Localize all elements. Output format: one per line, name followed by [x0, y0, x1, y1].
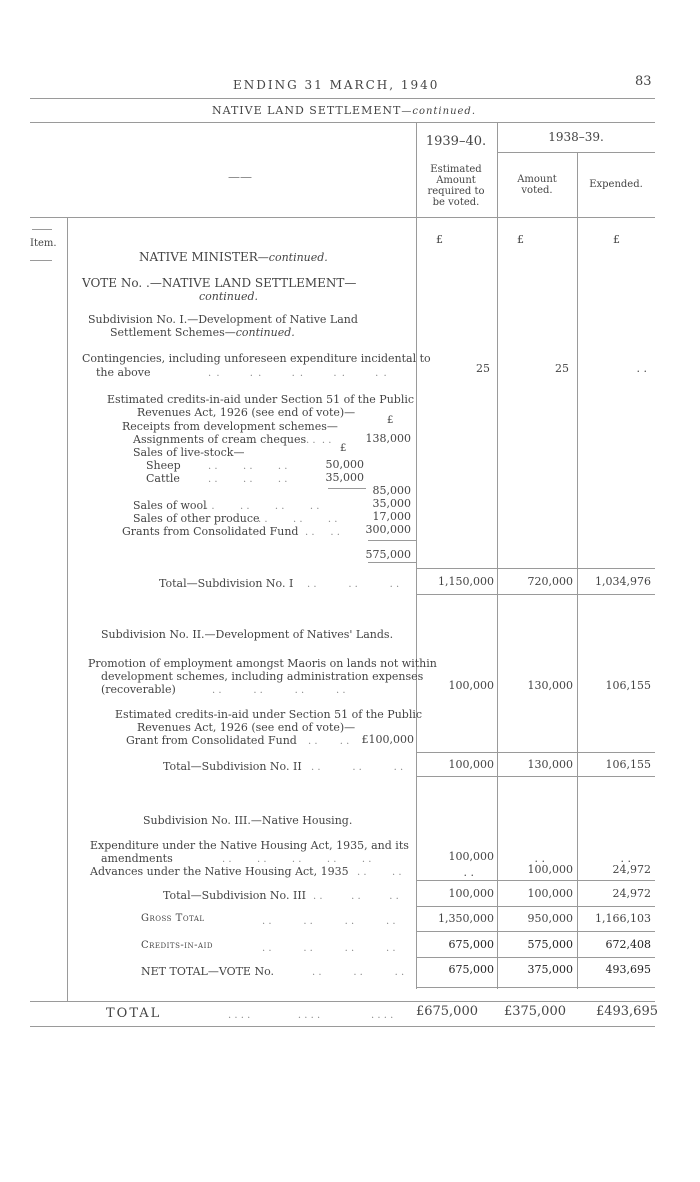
contingencies-estimated: 25 — [476, 362, 490, 375]
item-tick-bottom — [30, 260, 52, 261]
total2-voted: 130,000 — [527, 758, 573, 771]
gross-total-expended: 1,166,103 — [595, 912, 651, 925]
grand-total-voted: £375,000 — [503, 1004, 566, 1019]
credits-in-aid-label: Credits-in-aid — [141, 940, 213, 951]
promotion-a: Promotion of employment amongst Maoris on lands not within — [88, 657, 437, 670]
col-estimated-h1: Estimated — [430, 164, 482, 175]
section-title-cont: —continued. — [401, 106, 477, 117]
total3-estimated: 100,000 — [448, 887, 494, 900]
net-total-voted: 375,000 — [527, 963, 573, 976]
livestock-currency: £ — [340, 443, 347, 454]
contingencies-voted: 25 — [555, 362, 569, 375]
gross-bottom-rule — [416, 931, 655, 932]
gross-total-voted: 950,000 — [527, 912, 573, 925]
currency-col2: £ — [517, 233, 524, 246]
grants-leader: . . . . — [305, 527, 340, 538]
subdivision-1-heading-a: Subdivision No. I.—Development of Native Land — [88, 313, 358, 326]
contingencies-expended: . . — [636, 362, 647, 375]
total3-leader: . . . . . . — [313, 891, 399, 902]
total1-estimated: 1,150,000 — [438, 575, 494, 588]
total2-estimated: 100,000 — [448, 758, 494, 771]
housing-leader: . . . . . . . . . . — [222, 854, 372, 865]
housing-estimated: 100,000 — [448, 850, 494, 863]
promotion-estimated: 100,000 — [448, 679, 494, 692]
produce-value: 17,000 — [372, 510, 411, 523]
promotion-c: (recoverable) — [101, 683, 176, 696]
vote-heading: VOTE No. .—NATIVE LAND SETTLEMENT— — [82, 276, 357, 290]
assign-value: 138,000 — [365, 432, 411, 445]
housing-b: amendments — [101, 852, 173, 865]
total3-bottom-rule — [416, 906, 655, 907]
item-label: Item. — [30, 238, 57, 249]
col-estimated-h2: Amount — [436, 175, 476, 186]
promotion-leader: . . . . . . . . — [212, 685, 346, 696]
contingencies-a: Contingencies, including unforeseen expenditure incidental to — [82, 352, 431, 365]
page-number: 83 — [635, 74, 652, 89]
year-previous: 1938–39. — [548, 130, 604, 144]
advances-voted: 100,000 — [527, 863, 573, 876]
prev-year-rule — [497, 152, 655, 153]
contingencies-b: the above — [96, 366, 151, 379]
total1-top-rule — [416, 568, 655, 569]
running-title: ENDING 31 MARCH, 1940 — [233, 78, 440, 92]
total3-expended: 24,972 — [612, 887, 651, 900]
housing-a: Expenditure under the Native Housing Act, 1935, and its — [90, 839, 409, 852]
credits2-a: Estimated credits-in-aid under Section 51 of the Public — [115, 708, 423, 721]
net-bottom-rule — [416, 987, 655, 988]
subdivision-2-heading: Subdivision No. II.—Development of Natives' Lands. — [101, 628, 394, 641]
advances-leader: . . . . — [357, 867, 402, 878]
section-title-text: NATIVE LAND SETTLEMENT — [212, 104, 402, 117]
housing-voted: . . — [534, 852, 545, 865]
assign-leader: . . . . — [306, 435, 332, 446]
grand-total-label: TOTAL — [106, 1006, 162, 1021]
credits-in-aid-voted: 575,000 — [527, 938, 573, 951]
header-bottom-rule — [30, 217, 655, 218]
gross-total-leader: . . . . . . . . — [262, 916, 396, 927]
grand-total-leader: . . . . . . . . . . . . — [228, 1010, 394, 1021]
gross-total-estimated: 1,350,000 — [438, 912, 494, 925]
wool-label: Sales of wool — [133, 499, 207, 512]
credits-in-aid-estimated: 675,000 — [448, 938, 494, 951]
receipts-label: Receipts from development schemes— — [122, 420, 338, 433]
credits2-c: Grant from Consolidated Fund — [126, 734, 297, 747]
total1-label: Total—Subdivision No. I — [159, 577, 294, 590]
currency-col3: £ — [613, 233, 620, 246]
subdivision-1-heading-b — [110, 326, 295, 339]
receipts-currency: £ — [387, 415, 394, 426]
subdivision-3-heading: Subdivision No. III.—Native Housing. — [143, 814, 353, 827]
top-table-rule — [30, 122, 655, 123]
col-voted-header — [497, 174, 577, 196]
credits-total: 575,000 — [365, 548, 411, 561]
cattle-leader: . . . . . . — [208, 474, 288, 485]
net-total-leader: . . . . . . — [312, 967, 405, 978]
col-expended-header: Expended. — [589, 179, 643, 190]
produce-label: Sales of other produce — [133, 512, 260, 525]
gross-total-label: Gross Total — [141, 913, 205, 924]
total1-voted: 720,000 — [527, 575, 573, 588]
total2-bottom-rule — [416, 776, 655, 777]
minister-heading — [139, 250, 328, 264]
total1-leader: . . . . . . — [307, 579, 400, 590]
credits-in-aid-expended: 672,408 — [605, 938, 651, 951]
total3-label: Total—Subdivision No. III — [163, 889, 307, 902]
credits-in-aid-leader: . . . . . . . . — [262, 943, 396, 954]
section-title — [212, 104, 476, 117]
item-column-rule — [67, 218, 68, 1002]
total3-voted: 100,000 — [527, 887, 573, 900]
sheep-leader: . . . . . . — [208, 461, 288, 472]
produce-leader: . . . . . . — [258, 514, 338, 525]
sheep-value: 50,000 — [325, 458, 364, 471]
col-voted-h2: voted. — [521, 185, 553, 196]
promotion-b: development schemes, including administration expenses — [101, 670, 424, 683]
advances-estimated: . . — [463, 866, 474, 879]
vote-cont: continued. — [199, 290, 259, 303]
contingencies-leader: . . . . . . . . . . — [208, 368, 388, 379]
net-total-expended: 493,695 — [605, 963, 651, 976]
col-estimated-h3: required to — [427, 186, 485, 197]
total1-expended: 1,034,976 — [595, 575, 651, 588]
promotion-expended: 106,155 — [605, 679, 651, 692]
total2-top-rule — [416, 752, 655, 753]
col-estimated-header — [416, 164, 496, 208]
col-voted-h1: Amount — [517, 174, 557, 185]
credits2-value: £100,000 — [361, 733, 414, 746]
grants-value: 300,000 — [365, 523, 411, 536]
subdivision-1-heading-b-text: Settlement Schemes — [110, 326, 225, 339]
net-total-estimated: 675,000 — [448, 963, 494, 976]
promotion-voted: 130,000 — [527, 679, 573, 692]
grants-label: Grants from Consolidated Fund — [122, 525, 299, 538]
total1-bottom-rule — [416, 594, 655, 595]
credits-a: Estimated credits-in-aid under Section 51 of the Public — [107, 393, 415, 406]
total2-label: Total—Subdivision No. II — [163, 760, 302, 773]
currency-col1: £ — [436, 233, 443, 246]
header-dash: —— — [228, 170, 252, 184]
footer-bottom-rule — [30, 1026, 655, 1027]
cattle-label: Cattle — [146, 472, 180, 485]
livestock-label: Sales of live-stock— — [133, 446, 245, 459]
footer-top-rule — [30, 1001, 655, 1002]
grand-total-expended: £493,695 — [595, 1004, 658, 1019]
advances-expended: 24,972 — [612, 863, 651, 876]
minister-text: NATIVE MINISTER — [139, 250, 258, 264]
header-rule — [30, 98, 655, 99]
total2-leader: . . . . . . — [311, 762, 404, 773]
credits-b: Revenues Act, 1926 (see end of vote)— — [137, 406, 356, 419]
total3-top-rule — [416, 880, 655, 881]
livestock-total: 85,000 — [372, 484, 411, 497]
year-current: 1939–40. — [425, 134, 487, 149]
grand-total-estimated: £675,000 — [415, 1004, 478, 1019]
credits-total-rule-bottom — [368, 562, 416, 563]
advances-label: Advances under the Native Housing Act, 1935 — [90, 865, 349, 878]
wool-value: 35,000 — [372, 497, 411, 510]
minister-cont: —continued. — [257, 251, 328, 264]
assign-label: Assignments of cream cheques — [133, 433, 307, 446]
total2-expended: 106,155 — [605, 758, 651, 771]
cia-bottom-rule — [416, 957, 655, 958]
item-tick-top — [32, 229, 52, 230]
cattle-value: 35,000 — [325, 471, 364, 484]
net-total-label: NET TOTAL—VOTE No. — [141, 965, 275, 978]
col-estimated-h4: be voted. — [432, 197, 480, 208]
sheep-label: Sheep — [146, 459, 181, 472]
housing-expended: . . — [620, 852, 631, 865]
credits2-leader: . . . . — [308, 736, 350, 747]
wool-leader: . . . . . . . . — [205, 501, 320, 512]
credits-total-rule — [368, 540, 416, 541]
credits2-b: Revenues Act, 1926 (see end of vote)— — [137, 721, 356, 734]
subdivision-1-cont: —continued. — [224, 326, 295, 339]
